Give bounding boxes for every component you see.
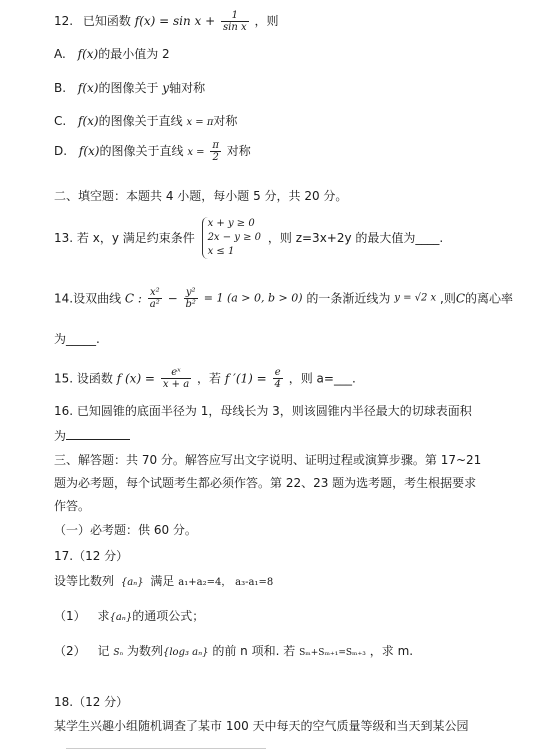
q17-condition: 设等比数列 {aₙ} 满足 a₁+a₂=4， a₃-a₁=8	[54, 574, 274, 588]
section-solve-line3: 作答。	[54, 499, 91, 513]
q18-line1: 某学生兴趣小组随机调查了某市 100 天中每天的空气质量等级和当天到某公园	[54, 719, 469, 733]
q12-option-d: D. f(x)的图像关于直线 x = $\frac{\pi}{2}$ 对称	[54, 140, 251, 163]
q14: 14.设双曲线 C : $\frac{\text{x²}}{\text{a²}}$ − $\frac{\text{y²}}{\text{b²}}$ = 1 (a > 0, b > 0) 的一条渐近线为 y = √2 x ,则C的离心率	[54, 287, 514, 310]
q13: 13. 若 x，y 满足约束条件 x + y ≥ 0 2x − y ≥ 0 x ≤ 1 ，则 z=3x+2y 的最大值为____.	[54, 218, 444, 257]
q12-function: f(x) = sin x +	[134, 14, 216, 28]
q12-option-a: A. f(x)的最小值为 2	[54, 47, 170, 61]
q12-fraction: $\frac{1}{\text{sin x}}$	[223, 10, 247, 33]
q15: 15. 设函数 f (x) = $\frac{\text{eˣ}}{x + a}$ ，若 f ′(1) = $\frac{e}{4}$ ，则 a=___.	[54, 367, 356, 390]
q12-option-b: B. f(x)的图像关于 y轴对称	[54, 81, 206, 95]
q12-number: 12.	[54, 14, 74, 28]
q12-stem: 12. 已知函数 f(x) = sin x + $\frac{1}{\text{sin x}}$ ，则	[54, 10, 279, 33]
required-heading: （一）必考题：供 60 分。	[54, 523, 197, 537]
section-fill-in-title: 二、填空题：本题共 4 小题，每小题 5 分，共 20 分。	[54, 189, 348, 203]
q16-line1: 16. 已知圆锥的底面半径为 1，母线长为 3，则该圆锥内半径最大的切球表面积	[54, 404, 472, 418]
q17-part2: （2） 记 Sₙ 为数列{log₃ aₙ} 的前 n 项和. 若 Sₘ+Sₘ₊₁=Sₘ₊₃ ，求 m.	[54, 644, 414, 658]
section-solve-line1: 三、解答题：共 70 分。解答应写出文字说明、证明过程或演算步骤。第 17~21	[54, 453, 482, 467]
answer-blank	[66, 427, 130, 440]
q17-head: 17.（12 分）	[54, 549, 129, 563]
q12-option-c: C. f(x)的图像关于直线 x = π对称	[54, 114, 238, 128]
section-solve-line2: 题为必考题，每个试题考生都必须作答。第 22、23 题为选考题，考生根据要求	[54, 476, 477, 490]
q16-line2: 为	[54, 427, 130, 444]
q18-head: 18.（12 分）	[54, 695, 129, 709]
q17-part1: （1） 求{aₙ}的通项公式；	[54, 609, 205, 623]
q13-constraints: x + y ≥ 0 2x − y ≥ 0 x ≤ 1	[202, 217, 262, 259]
q14-line2: 为_____.	[54, 332, 100, 346]
